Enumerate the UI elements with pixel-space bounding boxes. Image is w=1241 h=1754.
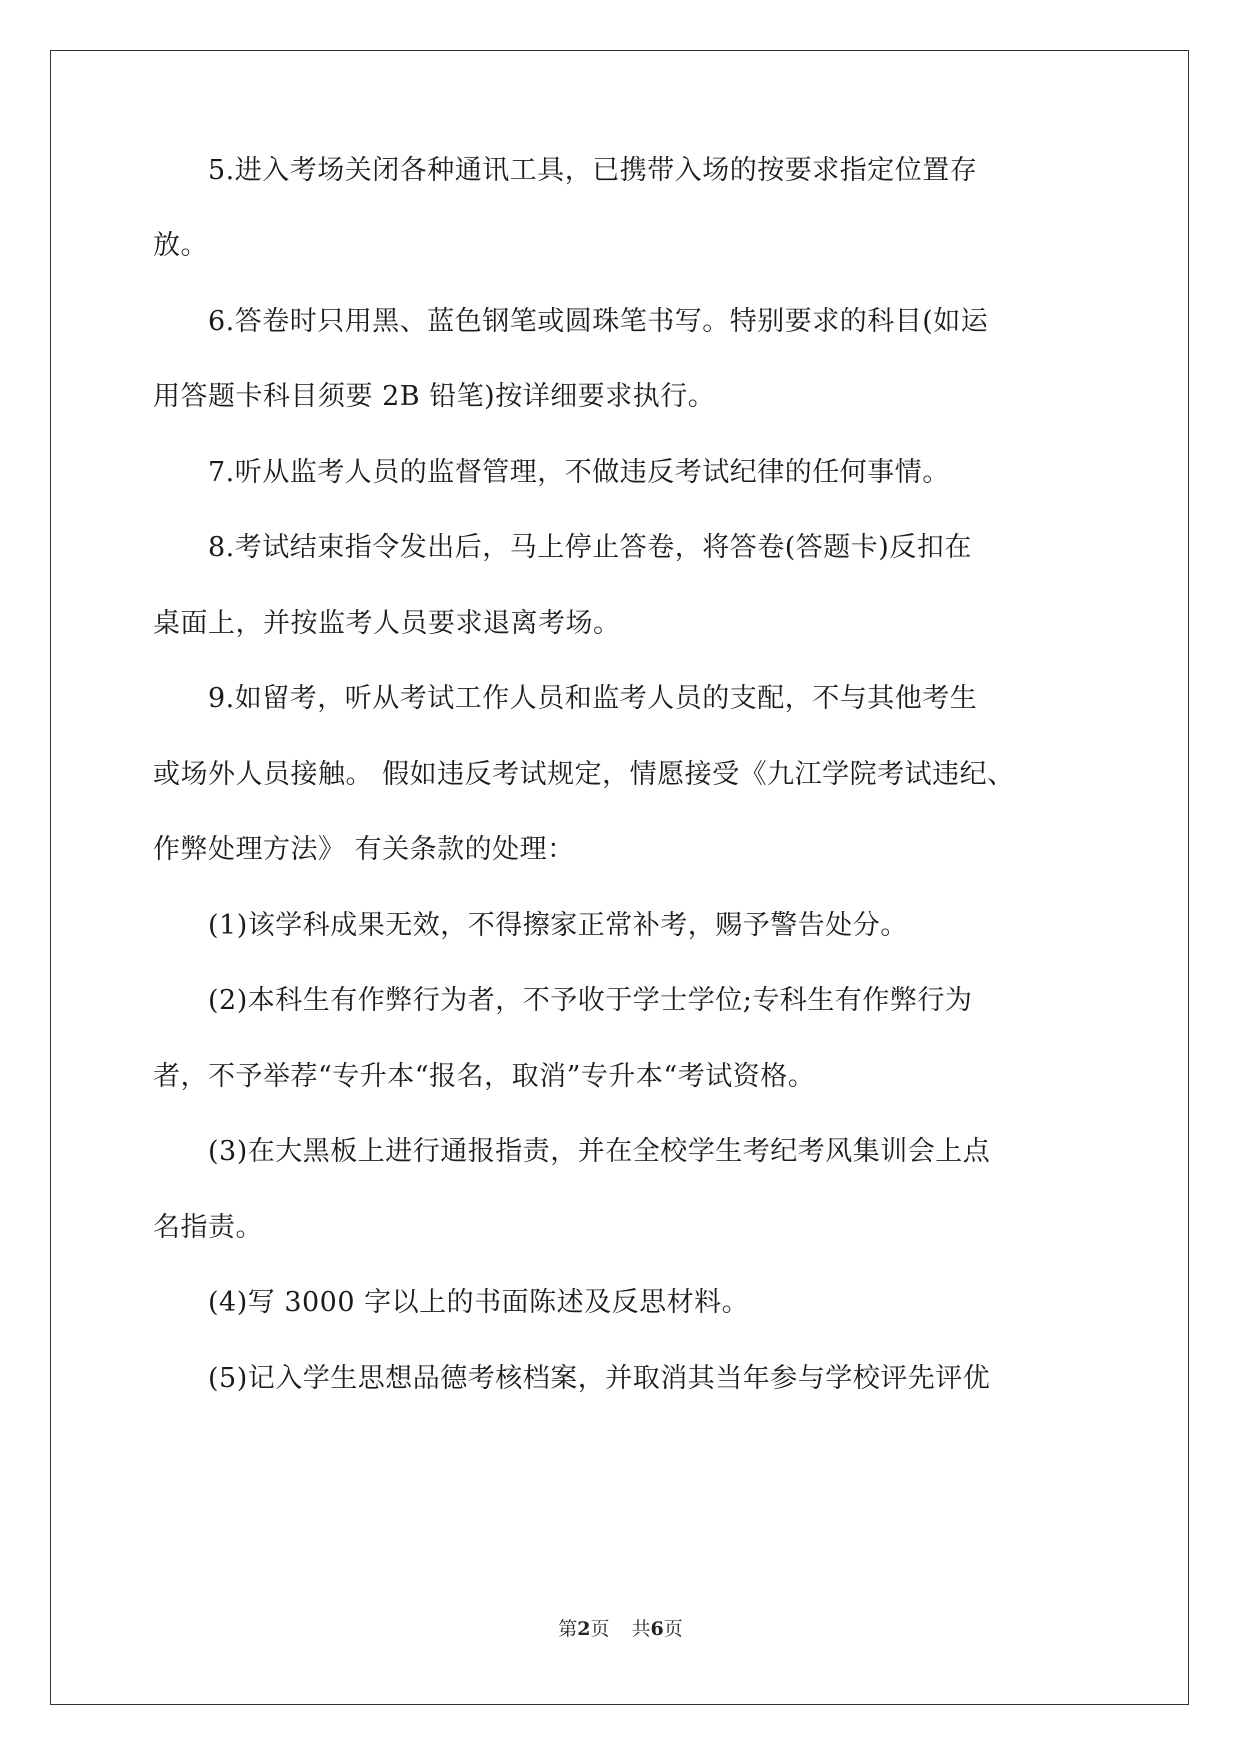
page-prefix: 第 [558,1618,578,1640]
page-current: 2 [577,1618,591,1640]
text-line: 8.考试结束指令发出后，马上停止答卷，将答卷(答题卡)反扣在 [153,532,972,563]
text-line: (3)在大黑板上进行通报指责，并在全校学生考纪考风集训会上点 [153,1136,991,1167]
text-line: 放。 [153,230,208,261]
text-line: 或场外人员接触。 假如违反考试规定，情愿接受《九江学院考试违纪、 [153,759,1015,790]
total-unit: 页 [663,1618,683,1640]
text-line: (5)记入学生思想品德考核档案，并取消其当年参与学校评先评优 [153,1363,991,1394]
text-line: 6.答卷时只用黑、蓝色钢笔或圆珠笔书写。特别要求的科目(如运 [153,306,989,337]
text-line: 用答题卡科目须要 2B 铅笔)按详细要求执行。 [153,381,716,412]
text-line: (2)本科生有作弊行为者，不予收于学士学位;专科生有作弊行为 [153,985,973,1016]
page-footer [0,1616,1241,1642]
text-line: 作弊处理方法》 有关条款的处理： [153,834,575,865]
text-line: 7.听从监考人员的监督管理，不做违反考试纪律的任何事情。 [153,457,950,488]
text-line: 者，不予举荐“专升本“报名，取消”专升本“考试资格。 [153,1061,816,1092]
text-line: (1)该学科成果无效，不得擦家正常补考，赐予警告处分。 [153,910,908,941]
total-prefix: 共 [631,1618,651,1640]
text-line: 桌面上，并按监考人员要求退离考场。 [153,608,621,639]
text-line: 名指责。 [153,1212,263,1243]
text-line: (4)写 3000 字以上的书面陈述及反思材料。 [153,1287,750,1318]
page-total: 6 [650,1618,664,1640]
text-line: 5.进入考场关闭各种通讯工具，已携带入场的按要求指定位置存 [153,155,978,186]
page-unit: 页 [590,1618,610,1640]
text-line: 9.如留考，听从考试工作人员和监考人员的支配，不与其他考生 [153,683,978,714]
page-border [50,50,1189,1705]
